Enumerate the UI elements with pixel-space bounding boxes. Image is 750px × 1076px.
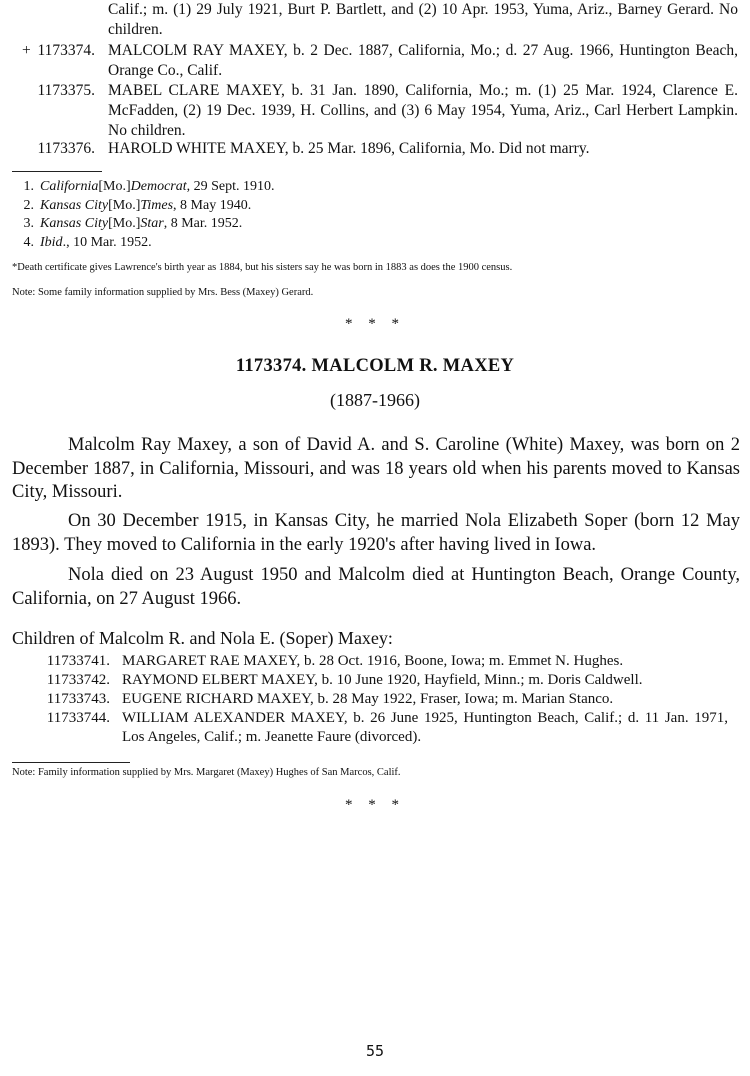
family-info-note: Note: Some family information supplied by Mrs. Bess (Maxey) Gerard. xyxy=(12,287,314,298)
entry-text: MABEL CLARE MAXEY, b. 31 Jan. 1890, California, Mo.; m. (1) 25 Mar. 1924, Clarence E. McFadden, (2) 19 Dec. 1939, H. Collins, and (3) 6 May 1954, Yuma, Ariz., Carl Herbert Lampkin. No children. xyxy=(108,82,738,139)
section-heading: 1173374. MALCOLM R. MAXEY xyxy=(235,356,515,376)
entry-text: HAROLD WHITE MAXEY, b. 25 Mar. 1896, California, Mo. Did not marry. xyxy=(108,140,590,157)
note-rule xyxy=(12,762,130,763)
footnote-number: 4. xyxy=(23,234,34,250)
child-text: RAYMOND ELBERT MAXEY, b. 10 June 1920, Hayfield, Minn.; m. Doris Caldwell. xyxy=(122,672,643,688)
section-divider: * * * xyxy=(345,316,405,332)
entry-number: 1173374. xyxy=(37,42,95,59)
child-number: 11733744. xyxy=(46,710,110,726)
child-number: 11733742. xyxy=(46,672,110,688)
section-dates: (1887-1966) xyxy=(330,390,420,410)
footnote-rule xyxy=(12,171,102,172)
footnote: 3. Kansas City[Mo.]Star, 8 Mar. 1952. xyxy=(12,215,512,234)
footnote: 4. Ibid., 10 Mar. 1952. xyxy=(12,234,512,253)
entry-text: MALCOLM RAY MAXEY, b. 2 Dec. 1887, California, Mo.; d. 27 Aug. 1966, Huntington Beach, Orange Co., Calif. xyxy=(108,42,738,79)
footnote-number: 2. xyxy=(23,197,34,213)
footnote-number: 3. xyxy=(23,216,34,231)
family-info-note-2: Note: Family information supplied by Mrs. Margaret (Maxey) Hughes of San Marcos, Calif. xyxy=(12,767,401,778)
page-number: 55 xyxy=(365,1042,385,1060)
child-text: WILLIAM ALEXANDER MAXEY, b. 26 June 1925, Huntington Beach, Calif.; d. 11 Jan. 1971, Los Angeles, Calif.; m. Jeanette Faure (divorced). xyxy=(122,710,728,745)
paragraph-3: Nola died on 23 August 1950 and Malcolm died at Huntington Beach, Orange County, California, on 27 August 1966. xyxy=(12,565,740,609)
footnote-number: 1. xyxy=(23,179,34,194)
entry-number: 1173376. xyxy=(37,140,95,157)
footnote-list xyxy=(12,178,512,252)
death-certificate-note: *Death certificate gives Lawrence's birth year as 1884, but his sisters say he was born in 1883 as does the 1900 census. xyxy=(12,262,513,273)
paragraph-1: Malcolm Ray Maxey, a son of David A. and S. Caroline (White) Maxey, was born on 2 December 1887, in California, Missouri, and was 18 years old when his parents moved to Kansas City, Missouri. xyxy=(12,435,740,502)
footnote: 2. Kansas City[Mo.]Times, 8 May 1940. xyxy=(12,197,512,216)
child-number: 11733743. xyxy=(46,691,110,707)
entry-number: 1173375. xyxy=(37,82,95,99)
child-text: EUGENE RICHARD MAXEY, b. 28 May 1922, Fraser, Iowa; m. Marian Stanco. xyxy=(122,691,614,707)
paragraph-2: On 30 December 1915, in Kansas City, he married Nola Elizabeth Soper (born 12 May 1893). They moved to California in the early 1920's after having lived in Iowa. xyxy=(12,511,740,555)
child-number: 11733741. xyxy=(46,653,110,669)
section-divider-end: * * * xyxy=(345,797,405,813)
footnote: 1. California[Mo.]Democrat, 29 Sept. 1910. xyxy=(12,178,512,197)
descendant-marker: + xyxy=(22,42,31,59)
children-heading: Children of Malcolm R. and Nola E. (Soper) Maxey: xyxy=(12,628,393,648)
entry-text: Calif.; m. (1) 29 July 1921, Burt P. Bartlett, and (2) 10 Apr. 1953, Yuma, Ariz., Barney Gerard. No children. xyxy=(108,1,738,38)
child-text: MARGARET RAE MAXEY, b. 28 Oct. 1916, Boone, Iowa; m. Emmet N. Hughes. xyxy=(122,653,624,669)
